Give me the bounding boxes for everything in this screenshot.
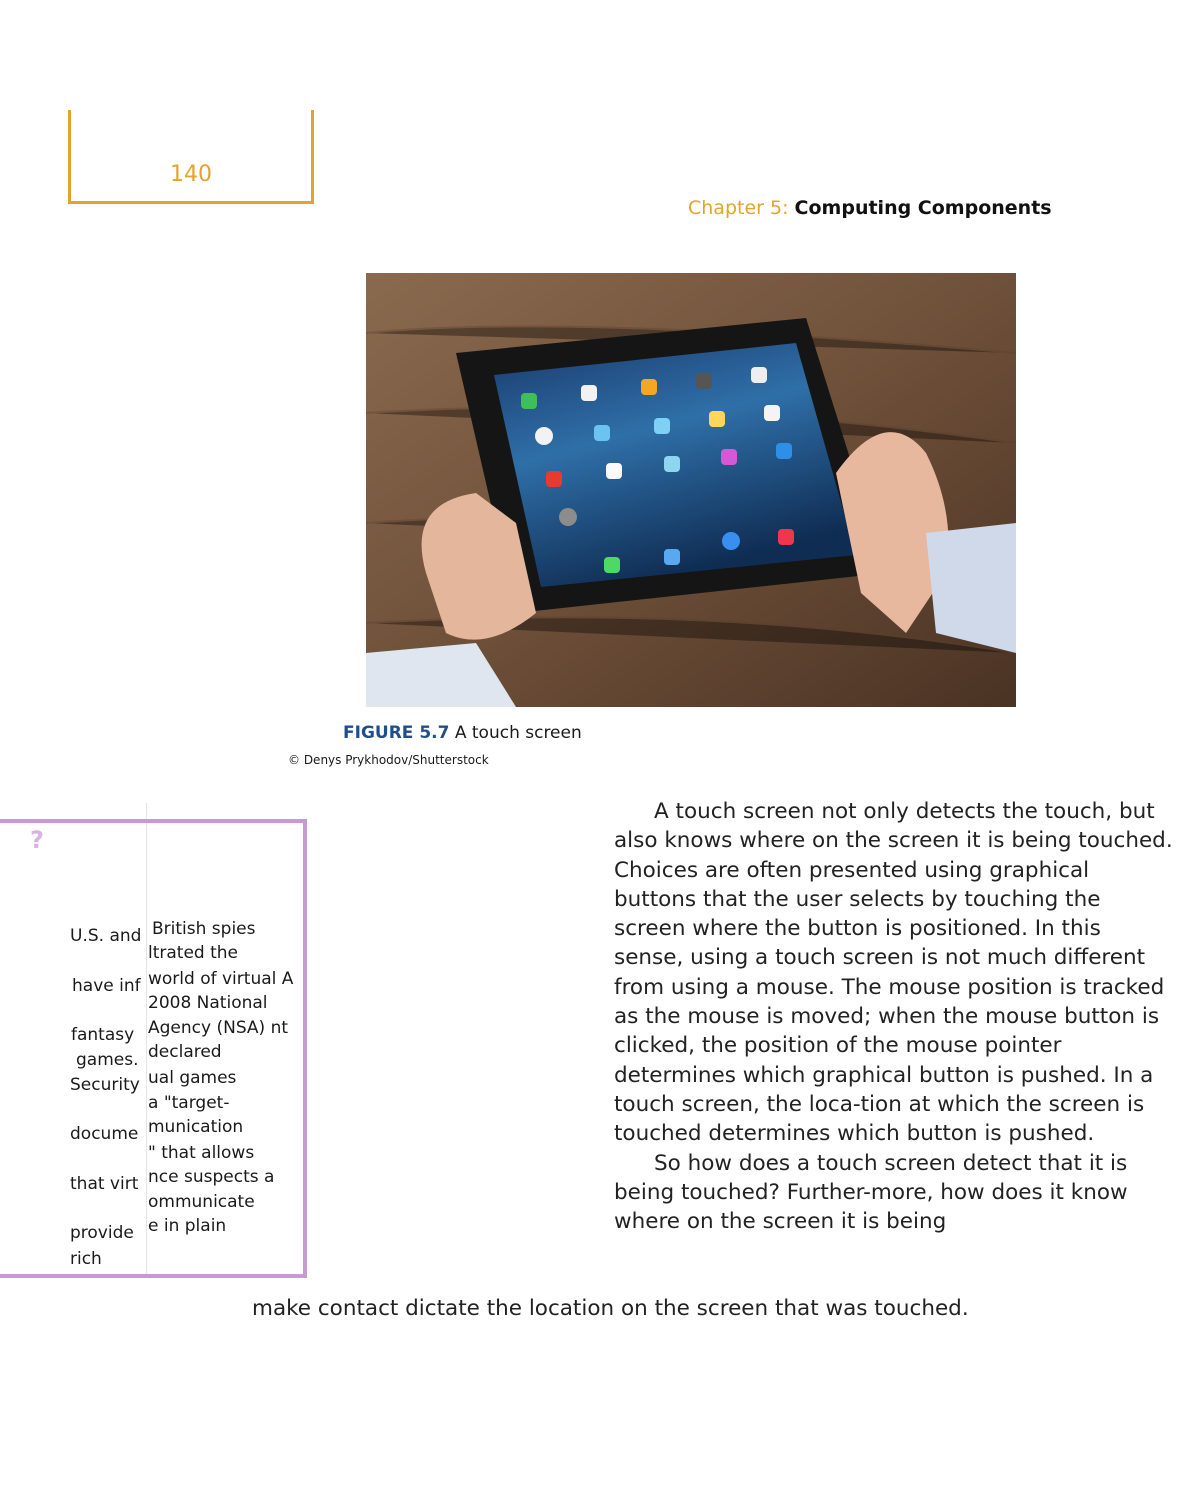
sidebar-left-fragment: fantasy	[71, 1025, 135, 1045]
figure-label: FIGURE 5.7	[343, 723, 450, 743]
sidebar-left-fragment: rich	[70, 1249, 102, 1269]
sidebar-right-line: nce suspects a	[148, 1167, 275, 1187]
sidebar-right-line: world of virtual A	[148, 969, 294, 989]
body-paragraph: So how does a touch screen detect that it is being touched? Further-more, how does it know where on the screen it is being	[614, 1150, 1128, 1235]
sidebar-left-fragment: U.S. and	[70, 926, 142, 946]
page-number: 140	[170, 162, 212, 187]
sidebar-left-fragment: that virt	[70, 1174, 139, 1194]
body-paragraph: A touch screen not only detects the touch, but also knows where on the screen it is being touched. Choices are often presented using graphical buttons that the user selects by touching the screen where the button is positioned. In this sense, using a touch screen is not much different from using a mouse. The mouse position is tracked as the mouse is moved; when the mouse button is clicked, the position of the mouse pointer determines which graphical button is pushed. In a touch screen, the loca-tion at which the screen is touched determines which button is pushed.	[614, 799, 1173, 1147]
body-text	[614, 797, 1174, 1236]
sidebar-right-line: munication	[148, 1117, 244, 1137]
sidebar-right-line: declared	[148, 1042, 222, 1062]
figure-caption-text: A touch screen	[454, 723, 582, 743]
chapter-label: Chapter 5:	[688, 197, 789, 219]
sidebar-right-line: e in plain	[148, 1216, 227, 1236]
sidebar-left-fragment: have inf	[72, 976, 141, 996]
body-continuation-line: make contact dictate the location on the screen that was touched.	[252, 1296, 969, 1321]
chapter-title: Computing Components	[794, 197, 1052, 219]
sidebar-right-line: Agency (NSA) nt	[148, 1018, 289, 1038]
sidebar-left-fragment: games.	[76, 1050, 139, 1070]
figure-credit: © Denys Prykhodov/Shutterstock	[288, 753, 489, 767]
touch-screen-photo	[366, 273, 1016, 707]
sidebar-right-line: British spies	[152, 919, 256, 939]
sidebar-right-line: ommunicate	[148, 1192, 255, 1212]
sidebar-left-fragment: docume	[70, 1124, 139, 1144]
sidebar-left-fragment: Security	[70, 1075, 140, 1095]
chapter-header	[688, 197, 1052, 219]
page-number-box	[68, 110, 314, 204]
sidebar-right-line: 2008 National	[148, 993, 268, 1013]
question-icon: ?	[30, 826, 44, 854]
sidebar-right-line: a "target-	[148, 1093, 230, 1113]
sidebar-right-line: ltrated the	[148, 943, 239, 963]
figure-caption	[343, 723, 582, 743]
sidebar-right-line: " that allows	[148, 1143, 255, 1163]
sidebar-right-line: ual games	[148, 1068, 237, 1088]
sidebar-left-fragment: provide	[70, 1223, 134, 1243]
